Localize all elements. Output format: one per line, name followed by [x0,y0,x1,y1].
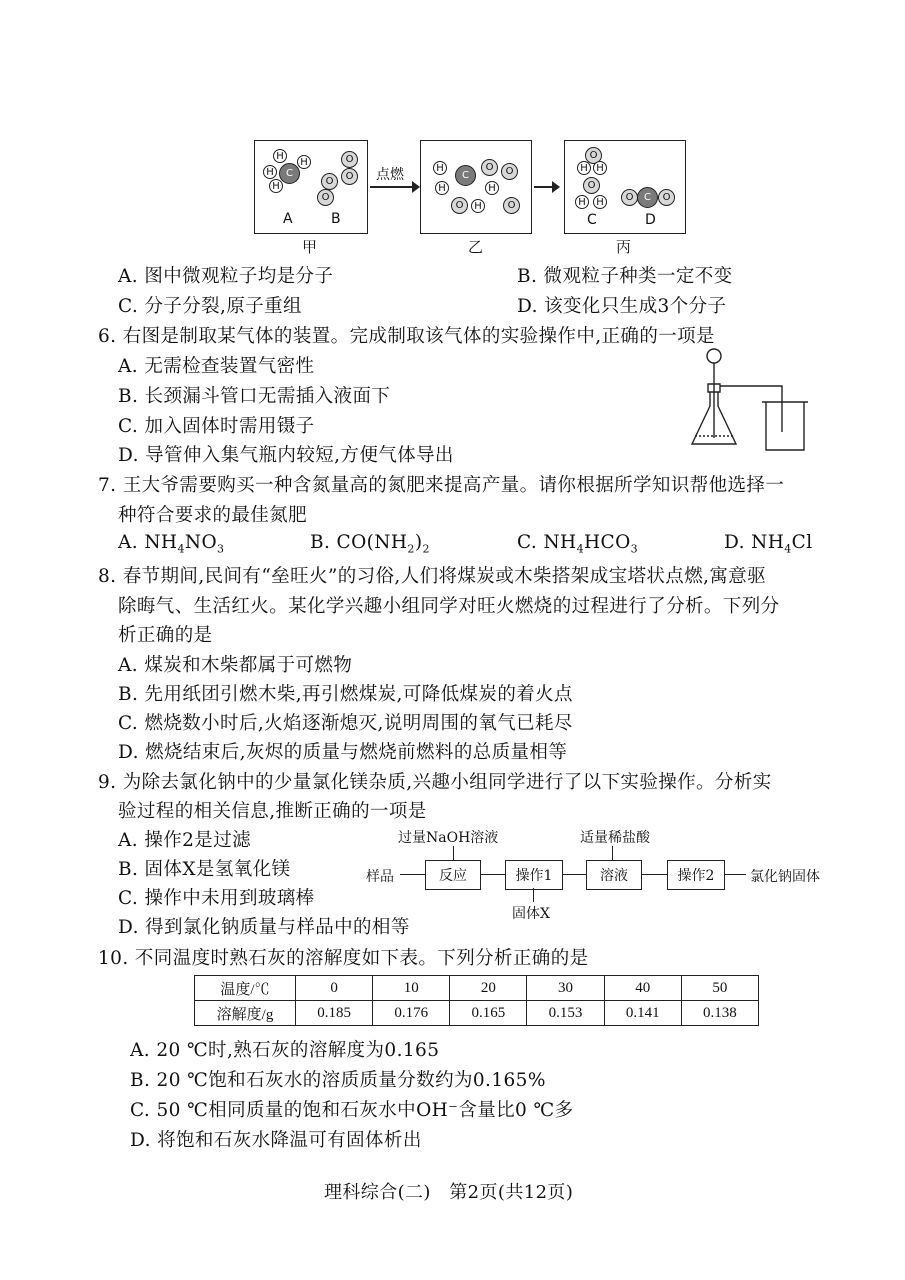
flow-solid-x: 固体X [512,906,550,922]
hydrogen-atom: H [593,195,607,209]
flow-sample: 样品 [366,869,394,885]
oxygen-atom: O [321,173,338,190]
flow-arrow-down-1 [453,846,454,860]
label-c: C [587,212,597,228]
panel-bing [564,140,686,234]
table-cell: 0.153 [527,1001,604,1026]
hydrogen-atom: H [297,155,311,169]
hydrogen-atom: H [269,179,283,193]
label-d: D [645,212,656,228]
q5-option-b: B. 微观粒子种类一定不变 [517,266,733,287]
hydrogen-atom: H [577,161,591,175]
table-cell: 50 [681,976,758,1001]
q7-option-b: B. $CO(NH_2)_2$ [310,532,430,556]
q10-option-b: B. 20 ℃饱和石灰水的溶质质量分数约为0.165% [130,1070,546,1091]
panel-jia [254,140,368,234]
q9-option-c: C. 操作中未用到玻璃棒 [118,888,315,909]
table-row [195,976,759,1001]
q7-option-c: C. $NH_4HCO_3$ [517,532,639,556]
q10-option-c: C. 50 ℃相同质量的饱和石灰水中OH⁻含量比0 ℃多 [130,1100,574,1121]
hydrogen-atom: H [273,149,287,163]
oxygen-atom: O [481,159,498,176]
hydrogen-atom: H [263,165,277,179]
hydrogen-atom: H [575,195,589,209]
q8-option-d: D. 燃烧结束后,灰烬的质量与燃烧前燃料的总质量相等 [118,742,568,763]
table-cell: 0.176 [373,1001,450,1026]
carbon-atom: C [279,163,300,184]
label-b: B [331,211,341,227]
table-cell: 40 [604,976,681,1001]
arrow-ignite [370,186,416,188]
q6-stem: 6. 右图是制取某气体的装置。完成制取该气体的实验操作中,正确的一项是 [98,326,715,347]
flow-box-solution: 溶液 [586,860,642,890]
oxygen-atom: O [621,189,638,206]
carbon-atom: C [637,187,658,208]
oxygen-atom: O [583,177,600,194]
flow-box-op1: 操作1 [505,860,563,890]
oxygen-atom: O [341,168,358,185]
q7-stem-line1: 7. 王大爷需要购买一种含氮量高的氮肥来提高产量。请你根据所学知识帮他选择一 [98,475,785,496]
panel-label-jia: 甲 [302,238,318,256]
q9-stem-line2: 验过程的相关信息,推断正确的一项是 [118,801,427,822]
oxygen-atom: O [501,163,518,180]
table-cell: 0.185 [296,1001,373,1026]
panel-label-yi: 乙 [468,238,484,256]
flow-box-op2: 操作2 [667,860,725,890]
arrowhead-icon [412,181,420,193]
q9-stem-line1: 9. 为除去氯化钠中的少量氯化镁杂质,兴趣小组同学进行了以下实验操作。分析实 [98,772,772,793]
q5-option-d: D. 该变化只生成3个分子 [517,296,727,317]
gas-jar [766,402,804,450]
label-a: A [283,211,293,227]
q6-option-c: C. 加入固体时需用镊子 [118,416,315,437]
panel-yi [420,140,532,234]
flow-product: 氯化钠固体 [750,869,820,885]
q6-option-b: B. 长颈漏斗管口无需插入液面下 [118,386,391,407]
page-footer: 理科综合(二) 第2页(共12页) [324,1182,574,1203]
arrowhead-icon [552,181,560,193]
arrow-label: 点燃 [376,167,404,183]
q7-option-a: A. $NH_4NO_3$ [118,532,225,556]
panel-label-bing: 丙 [616,238,632,256]
q10-option-d: D. 将饱和石灰水降温可有固体析出 [130,1130,422,1151]
table-cell: 10 [373,976,450,1001]
oxygen-atom: O [585,147,602,164]
hydrogen-atom: H [471,199,485,213]
q8-stem-line2: 除晦气、生活红火。某化学兴趣小组同学对旺火燃烧的过程进行了分析。下列分 [118,596,780,617]
oxygen-atom: O [341,151,358,168]
q8-option-b: B. 先用纸团引燃木柴,再引燃煤炭,可降低煤炭的着火点 [118,684,573,705]
q9-option-d: D. 得到氯化钠质量与样品中的相等 [118,917,410,938]
q5-option-c: C. 分子分裂,原子重组 [118,296,302,317]
gas-apparatus-diagram [686,346,820,456]
q5-option-a: A. 图中微观粒子均是分子 [118,266,334,287]
table-cell: 20 [450,976,527,1001]
q9-option-b: B. 固体X是氢氧化镁 [118,859,291,880]
flow-arrow-solid [533,888,534,902]
hydrogen-atom: H [593,161,607,175]
table-header-solubility: 溶解度/g [195,1001,296,1026]
oxygen-atom: O [317,189,334,206]
q7-stem-line2: 种符合要求的最佳氮肥 [118,505,308,526]
q10-stem: 10. 不同温度时熟石灰的溶解度如下表。下列分析正确的是 [98,948,589,969]
table-header-temperature: 温度/℃ [195,976,296,1001]
hydrogen-atom: H [485,181,499,195]
q8-option-c: C. 燃烧数小时后,火焰逐渐熄灭,说明周围的氧气已耗尽 [118,713,573,734]
q8-stem-line1: 8. 春节期间,民间有“垒旺火”的习俗,人们将煤炭或木柴搭架成宝塔状点燃,寓意驱 [98,566,767,587]
oxygen-atom: O [451,197,468,214]
q8-option-a: A. 煤炭和木柴都属于可燃物 [118,655,353,676]
oxygen-atom: O [503,197,520,214]
q6-option-d: D. 导管伸入集气瓶内较短,方便气体导出 [118,445,454,466]
table-cell: 0.141 [604,1001,681,1026]
q6-option-a: A. 无需检查装置气密性 [118,356,315,377]
q8-stem-line3: 析正确的是 [118,625,213,646]
delivery-tube [720,386,782,432]
flow-reagent-naoh: 过量NaOH溶液 [398,830,499,846]
table-cell: 0 [296,976,373,1001]
hydrogen-atom: H [435,181,449,195]
flow-box-react: 反应 [425,860,481,890]
table-cell: 0.138 [681,1001,758,1026]
solubility-table [194,975,759,1026]
flow-arrow-down-2 [612,846,613,860]
flow-reagent-hcl: 适量稀盐酸 [580,830,650,846]
oxygen-atom: O [658,189,675,206]
table-cell: 30 [527,976,604,1001]
q10-option-a: A. 20 ℃时,熟石灰的溶解度为0.165 [130,1040,440,1061]
hydrogen-atom: H [433,161,447,175]
q9-option-a: A. 操作2是过滤 [118,830,251,851]
table-cell: 0.165 [450,1001,527,1026]
table-row [195,1001,759,1026]
carbon-atom: C [455,165,476,186]
funnel-bulb [707,349,721,363]
q7-option-d: D. $NH_4Cl$ [724,532,813,556]
